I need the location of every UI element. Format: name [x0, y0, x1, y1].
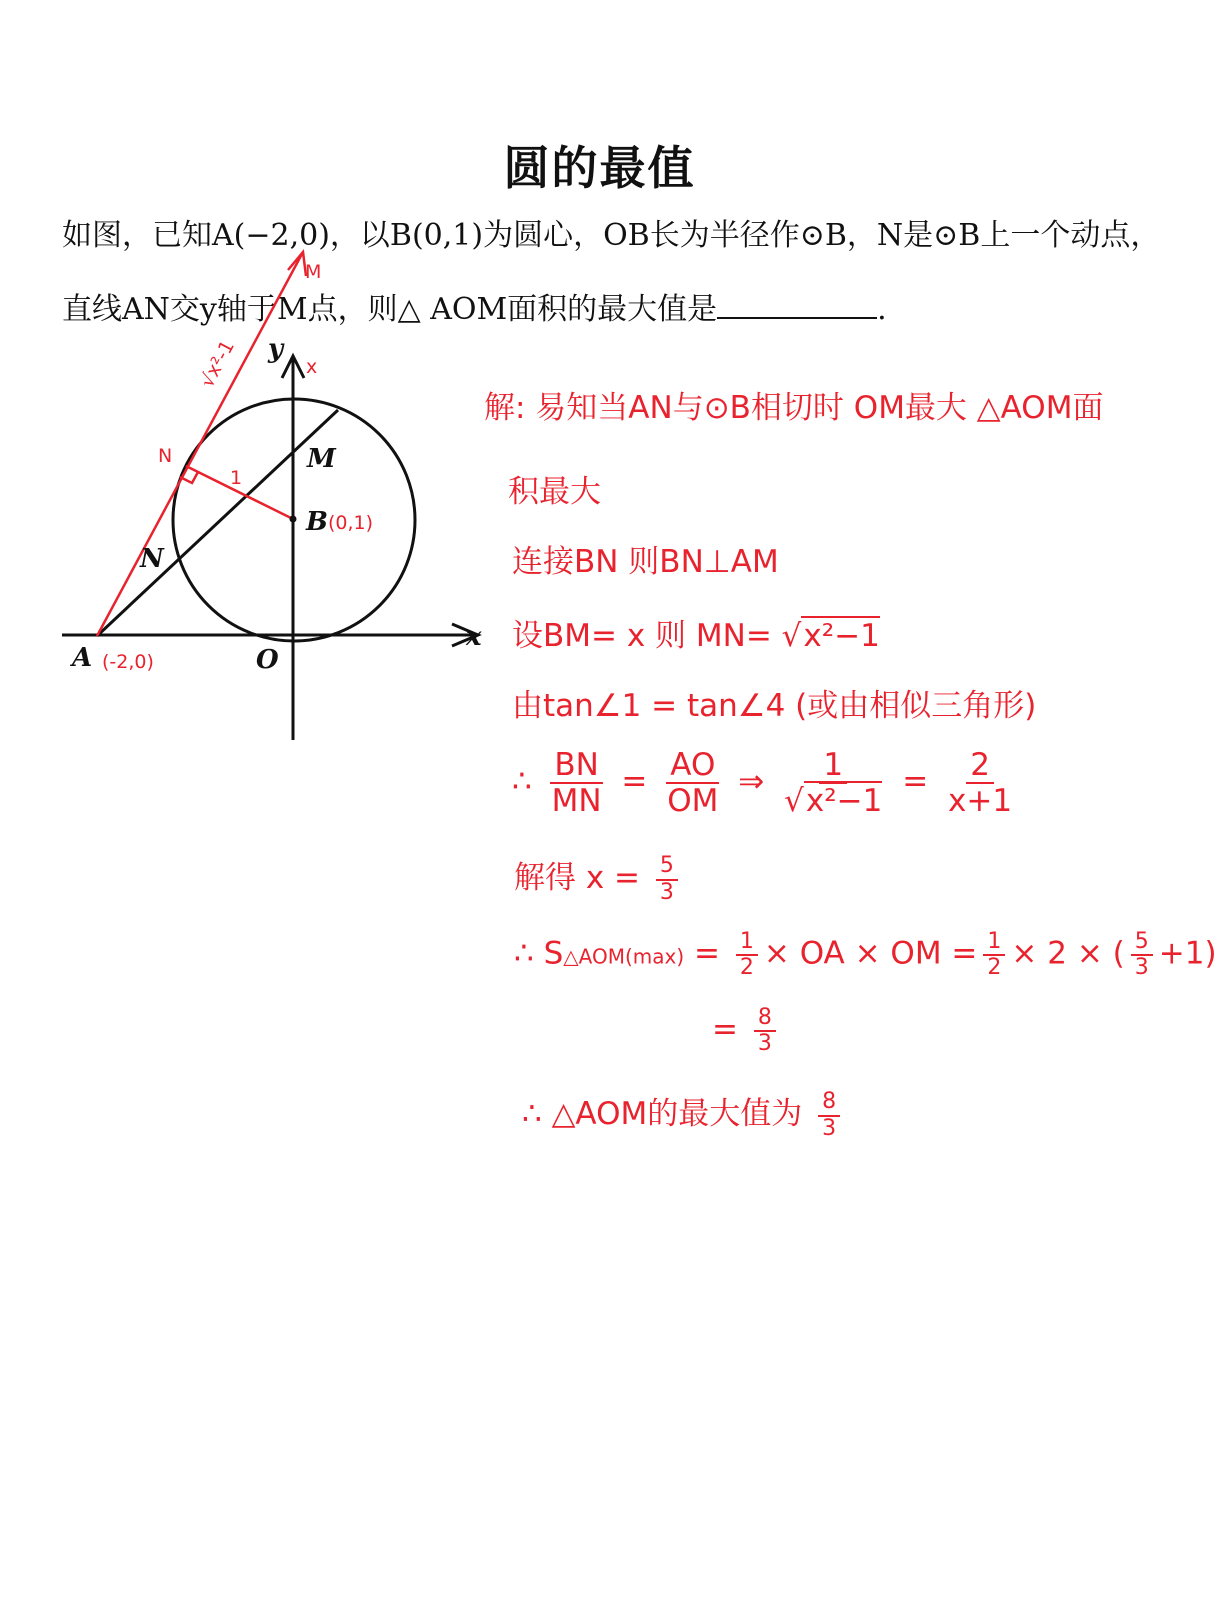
solution-line-3: 连接BN 则BN⊥AM — [512, 544, 779, 580]
point-n-label: N — [140, 544, 164, 574]
area-subscript: △AOM(max) — [563, 944, 685, 969]
frac-num: 5 — [1131, 930, 1153, 956]
x-axis-label: x — [466, 622, 482, 652]
solution-line-9 — [712, 1006, 782, 1056]
fraction-five-thirds — [656, 854, 678, 904]
solution-line-4: 设BM= x 则 MN= √x²−1 — [512, 618, 880, 654]
fraction-ao-om — [663, 748, 722, 818]
frac-num: 1 — [983, 930, 1005, 956]
coord-a-red: (-2,0) — [102, 651, 154, 673]
frac-den: √x²−1 — [784, 783, 883, 820]
fraction-eight-thirds — [818, 1090, 840, 1140]
solution-line-2: 积最大 — [508, 474, 601, 510]
fraction-one-half — [736, 930, 758, 980]
fraction-eight-thirds — [754, 1006, 776, 1056]
frac-den: OM — [667, 783, 719, 820]
point-m-label: M — [307, 444, 336, 474]
frac-num: 8 — [818, 1090, 840, 1116]
problem-line-1: 如图，已知A(−2,0)，以B(0,1)为圆心，OB长为半径作⊙B，N是⊙B上一个动点， — [62, 218, 1161, 253]
solution-line-8 — [514, 930, 1217, 980]
solution-line-10 — [522, 1088, 846, 1141]
frac-den: MN — [551, 783, 602, 820]
fraction-bn-mn — [548, 748, 606, 818]
point-b-label: B — [306, 507, 328, 537]
fraction-two-xplus1 — [944, 748, 1016, 818]
tangent-line-red — [97, 252, 303, 636]
implies-symbol: ⇒ — [738, 763, 765, 800]
mn-sqrt-red: √x²-1 — [196, 336, 239, 392]
solve-x-text: 解得 x = — [514, 860, 641, 896]
problem-line-2-end: . — [877, 292, 887, 327]
frac-den: 2 — [739, 955, 754, 981]
frac-den: 3 — [757, 1031, 772, 1057]
solution-line-1: 解: 易知当AN与⊙B相切时 OM最大 △AOM面 — [484, 390, 1104, 426]
frac-num: 2 — [966, 748, 994, 784]
coord-b-red: (0,1) — [328, 512, 374, 534]
frac-num: 8 — [754, 1006, 776, 1032]
geometry-figure — [0, 240, 560, 760]
bm-x-red: x — [306, 356, 318, 378]
frac-den: 2 — [987, 955, 1002, 981]
frac-den: 3 — [822, 1115, 837, 1141]
area-substitution-text: × 2 × ( — [1011, 935, 1125, 972]
solution-line-5: 由tan∠1 = tan∠4 (或由相似三角形) — [512, 688, 1037, 724]
conclusion-text: ∴ △AOM的最大值为 — [522, 1096, 803, 1132]
equals-sign: = — [902, 763, 929, 800]
solution-line-6 — [512, 748, 1022, 818]
y-axis-label: y — [268, 334, 284, 364]
frac-den-radicand: x²−1 — [805, 783, 883, 820]
tangent-n-red: N — [158, 445, 173, 467]
solution-line-4-text: 设BM= x 则 MN= — [512, 618, 772, 654]
tangent-m-red: M — [305, 261, 322, 283]
fraction-one-half — [983, 930, 1005, 980]
page-title: 圆的最值 — [503, 141, 696, 195]
solution-line-4-radicand: x²−1 — [803, 618, 880, 654]
frac-num: 1 — [819, 748, 847, 784]
fraction-five-thirds — [1131, 930, 1153, 980]
fraction-one-sqrt — [780, 748, 886, 818]
frac-den: x+1 — [948, 783, 1013, 820]
frac-num: 5 — [656, 854, 678, 880]
problem-line-2-text: 直线AN交y轴于M点，则△ AOM面积的最大值是 — [62, 292, 718, 327]
point-a-label: A — [72, 643, 93, 673]
frac-den: 3 — [1134, 955, 1149, 981]
area-formula-text: × OA × OM = — [763, 935, 978, 972]
origin-label: O — [256, 645, 279, 675]
point-b — [290, 516, 297, 523]
equals-sign: = — [712, 1011, 738, 1048]
therefore-symbol: ∴ — [512, 763, 532, 800]
radius-one-red: 1 — [230, 467, 243, 489]
area-symbol: ∴ S — [514, 935, 564, 972]
line-an-black — [97, 410, 338, 636]
solution-line-7 — [514, 852, 684, 905]
equals-sign: = — [621, 763, 648, 800]
frac-num: AO — [666, 748, 719, 784]
answer-blank — [717, 293, 877, 319]
frac-num: 1 — [736, 930, 758, 956]
area-substitution-end: +1) — [1158, 935, 1217, 972]
frac-num: BN — [550, 748, 602, 784]
equals-sign: = — [694, 935, 720, 972]
frac-den: 3 — [659, 879, 674, 905]
